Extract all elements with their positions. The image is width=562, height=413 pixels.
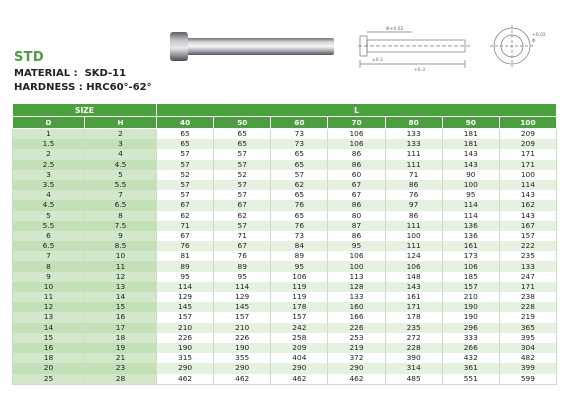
cell-value: 599	[499, 374, 556, 385]
cell-value: 162	[499, 200, 556, 210]
table-row	[13, 221, 557, 231]
cell-h: 14	[85, 292, 157, 302]
cell-value: 65	[271, 160, 328, 170]
drawing-label-1: Φ+0.02	[386, 27, 404, 32]
cell-value: 314	[385, 363, 442, 373]
cell-value: 372	[328, 353, 385, 363]
cell-value: 258	[271, 333, 328, 343]
table-row	[13, 302, 557, 312]
cell-h: 17	[85, 323, 157, 333]
cell-value: 190	[214, 343, 271, 353]
cell-value: 355	[214, 353, 271, 363]
cell-h: 10	[85, 251, 157, 261]
cell-value: 148	[385, 272, 442, 282]
cell-d: 8	[13, 261, 85, 271]
cell-value: 157	[214, 312, 271, 322]
cell-h: 15	[85, 302, 157, 312]
cell-value: 100	[328, 261, 385, 271]
cell-value: 247	[499, 272, 556, 282]
cell-value: 86	[328, 160, 385, 170]
cell-value: 365	[499, 323, 556, 333]
cell-d: 18	[13, 353, 85, 363]
cell-value: 290	[157, 363, 214, 373]
cell-value: 67	[328, 190, 385, 200]
cell-value: 111	[385, 221, 442, 231]
cell-value: 157	[157, 312, 214, 322]
cell-value: 143	[499, 190, 556, 200]
cell-h: 8	[85, 211, 157, 221]
cell-h: 23	[85, 363, 157, 373]
cell-value: 399	[499, 363, 556, 373]
cell-value: 485	[385, 374, 442, 385]
table-row	[13, 292, 557, 302]
cell-value: 226	[328, 323, 385, 333]
cell-d: 3.5	[13, 180, 85, 190]
cell-h: 7	[85, 190, 157, 200]
cell-value: 462	[157, 374, 214, 385]
table-row	[13, 139, 557, 149]
cell-h: 12	[85, 272, 157, 282]
cell-value: 143	[442, 160, 499, 170]
cell-d: 20	[13, 363, 85, 373]
cell-value: 143	[442, 149, 499, 159]
cell-h: 13	[85, 282, 157, 292]
cell-d: 3	[13, 170, 85, 180]
cell-value: 67	[157, 231, 214, 241]
cell-value: 124	[385, 251, 442, 261]
table-row	[13, 180, 557, 190]
cell-value: 128	[328, 282, 385, 292]
cell-value: 89	[157, 261, 214, 271]
cell-value: 432	[442, 353, 499, 363]
cell-value: 129	[214, 292, 271, 302]
column-header: 90	[442, 117, 499, 129]
table-row	[13, 363, 557, 373]
cell-value: 67	[214, 241, 271, 251]
cell-d: 6	[13, 231, 85, 241]
cell-value: 86	[328, 200, 385, 210]
cell-value: 86	[385, 180, 442, 190]
cell-value: 129	[157, 292, 214, 302]
table-row	[13, 211, 557, 221]
column-header: 80	[385, 117, 442, 129]
cell-value: 106	[271, 272, 328, 282]
cell-value: 228	[385, 343, 442, 353]
cell-value: 71	[214, 231, 271, 241]
cell-value: 73	[271, 139, 328, 149]
cell-value: 57	[214, 190, 271, 200]
column-header: H	[85, 117, 157, 129]
cell-value: 226	[157, 333, 214, 343]
cell-h: 28	[85, 374, 157, 385]
cell-value: 57	[157, 190, 214, 200]
hardness-spec: HARDNESS : HRC60°-62°	[14, 82, 152, 93]
table-row	[13, 231, 557, 241]
table-row	[13, 312, 557, 322]
cell-value: 57	[214, 221, 271, 231]
table-row	[13, 149, 557, 159]
cell-value: 226	[214, 333, 271, 343]
cell-h: 7.5	[85, 221, 157, 231]
cell-value: 390	[385, 353, 442, 363]
cell-d: 11	[13, 292, 85, 302]
material-value: SKD-11	[84, 68, 127, 79]
cell-value: 73	[271, 129, 328, 140]
cell-value: 119	[271, 292, 328, 302]
material-label: MATERIAL	[14, 68, 71, 79]
cell-value: 157	[442, 282, 499, 292]
cell-value: 145	[214, 302, 271, 312]
cell-h: 4	[85, 149, 157, 159]
drawing-label-3: +0.3	[414, 68, 425, 73]
table-row	[13, 353, 557, 363]
cell-value: 113	[328, 272, 385, 282]
cell-value: 161	[442, 241, 499, 251]
size-group-header: SIZE	[13, 104, 157, 117]
cell-value: 84	[271, 241, 328, 251]
cell-value: 65	[271, 190, 328, 200]
drawing-label-4: +0.02	[532, 33, 546, 38]
cell-value: 73	[271, 231, 328, 241]
cell-value: 111	[385, 241, 442, 251]
cell-value: 65	[214, 139, 271, 149]
table-row	[13, 190, 557, 200]
cell-h: 16	[85, 312, 157, 322]
cell-h: 4.5	[85, 160, 157, 170]
table-row	[13, 200, 557, 210]
cell-value: 100	[499, 170, 556, 180]
cell-value: 114	[157, 282, 214, 292]
pin-photo	[164, 28, 338, 66]
cell-value: 76	[157, 241, 214, 251]
cell-value: 395	[499, 333, 556, 343]
drawing-label-2: ±0.2	[372, 58, 383, 63]
cell-value: 238	[499, 292, 556, 302]
cell-value: 62	[271, 180, 328, 190]
table-row	[13, 160, 557, 170]
cell-value: 404	[271, 353, 328, 363]
hardness-value: HRC60°-62°	[86, 82, 152, 93]
cell-h: 2	[85, 129, 157, 140]
column-header: 60	[271, 117, 328, 129]
cell-value: 119	[271, 282, 328, 292]
cell-value: 60	[328, 170, 385, 180]
cell-value: 57	[271, 170, 328, 180]
cell-value: 222	[499, 241, 556, 251]
cell-value: 111	[385, 149, 442, 159]
material-spec: MATERIAL : SKD-11	[14, 68, 127, 79]
dimension-price-table	[12, 103, 557, 385]
table-body	[13, 129, 557, 385]
cell-h: 9	[85, 231, 157, 241]
cell-value: 167	[499, 221, 556, 231]
cell-value: 171	[499, 149, 556, 159]
cell-value: 482	[499, 353, 556, 363]
cell-value: 65	[271, 149, 328, 159]
cell-value: 133	[385, 129, 442, 140]
cell-d: 2	[13, 149, 85, 159]
cell-value: 136	[442, 231, 499, 241]
cell-value: 235	[385, 323, 442, 333]
cell-value: 190	[442, 302, 499, 312]
cell-h: 5.5	[85, 180, 157, 190]
cell-value: 87	[328, 221, 385, 231]
cell-d: 5	[13, 211, 85, 221]
table-row	[13, 129, 557, 140]
cell-h: 18	[85, 333, 157, 343]
table-row	[13, 170, 557, 180]
cell-value: 272	[385, 333, 442, 343]
cell-d: 6.5	[13, 241, 85, 251]
cell-d: 1	[13, 129, 85, 140]
cell-value: 209	[271, 343, 328, 353]
cell-d: 25	[13, 374, 85, 385]
cell-value: 178	[271, 302, 328, 312]
cell-value: 235	[499, 251, 556, 261]
cell-value: 89	[271, 251, 328, 261]
table-row	[13, 272, 557, 282]
cell-value: 106	[328, 251, 385, 261]
cell-value: 111	[385, 160, 442, 170]
cell-value: 157	[271, 312, 328, 322]
cell-value: 114	[214, 282, 271, 292]
cell-value: 62	[157, 211, 214, 221]
cell-value: 65	[157, 129, 214, 140]
cell-value: 57	[157, 180, 214, 190]
cell-value: 57	[157, 160, 214, 170]
column-header: 50	[214, 117, 271, 129]
cell-value: 86	[328, 231, 385, 241]
cell-value: 219	[328, 343, 385, 353]
cell-value: 106	[442, 261, 499, 271]
cell-value: 71	[385, 170, 442, 180]
cell-value: 228	[499, 302, 556, 312]
cell-d: 7	[13, 251, 85, 261]
cell-value: 315	[157, 353, 214, 363]
hardness-label: HARDNESS	[14, 82, 76, 93]
cell-value: 190	[157, 343, 214, 353]
cell-value: 57	[157, 149, 214, 159]
cell-value: 76	[271, 200, 328, 210]
cell-value: 67	[157, 200, 214, 210]
cell-value: 181	[442, 129, 499, 140]
cell-value: 133	[328, 292, 385, 302]
cell-h: 6.5	[85, 200, 157, 210]
cell-d: 1.5	[13, 139, 85, 149]
cell-value: 361	[442, 363, 499, 373]
cell-value: 86	[328, 149, 385, 159]
cell-h: 3	[85, 139, 157, 149]
cell-value: 57	[214, 160, 271, 170]
cell-d: 15	[13, 333, 85, 343]
cell-value: 57	[214, 180, 271, 190]
cell-d: 16	[13, 343, 85, 353]
cell-value: 52	[214, 170, 271, 180]
cell-value: 114	[442, 211, 499, 221]
cell-value: 97	[385, 200, 442, 210]
cell-value: 181	[442, 139, 499, 149]
cell-value: 178	[385, 312, 442, 322]
cell-value: 143	[385, 282, 442, 292]
cell-value: 209	[499, 139, 556, 149]
table-row	[13, 323, 557, 333]
technical-drawing	[352, 22, 550, 74]
product-title: STD	[14, 50, 44, 65]
cell-h: 19	[85, 343, 157, 353]
cell-d: 5.5	[13, 221, 85, 231]
cell-value: 304	[499, 343, 556, 353]
cell-value: 57	[214, 149, 271, 159]
cell-value: 133	[385, 139, 442, 149]
cell-value: 266	[442, 343, 499, 353]
cell-value: 185	[442, 272, 499, 282]
cell-value: 136	[442, 221, 499, 231]
cell-d: 12	[13, 302, 85, 312]
cell-value: 161	[385, 292, 442, 302]
table-row	[13, 241, 557, 251]
cell-value: 143	[499, 211, 556, 221]
cell-value: 114	[499, 180, 556, 190]
table-row	[13, 282, 557, 292]
cell-h: 21	[85, 353, 157, 363]
cell-value: 210	[157, 323, 214, 333]
column-header: 40	[157, 117, 214, 129]
cell-value: 160	[328, 302, 385, 312]
cell-value: 95	[214, 272, 271, 282]
cell-value: 114	[442, 200, 499, 210]
cell-d: 2.5	[13, 160, 85, 170]
cell-value: 145	[157, 302, 214, 312]
cell-d: 14	[13, 323, 85, 333]
cell-value: 76	[214, 251, 271, 261]
cell-value: 90	[442, 170, 499, 180]
column-header: 70	[328, 117, 385, 129]
cell-value: 166	[328, 312, 385, 322]
cell-value: 210	[214, 323, 271, 333]
cell-value: 80	[328, 211, 385, 221]
cell-value: 210	[442, 292, 499, 302]
cell-value: 106	[328, 129, 385, 140]
cell-value: 65	[214, 129, 271, 140]
cell-value: 253	[328, 333, 385, 343]
cell-value: 290	[271, 363, 328, 373]
column-header: 100	[499, 117, 556, 129]
table-row	[13, 333, 557, 343]
cell-value: 100	[385, 231, 442, 241]
column-header-row	[13, 117, 557, 129]
cell-value: 106	[328, 139, 385, 149]
cell-value: 551	[442, 374, 499, 385]
cell-value: 133	[499, 261, 556, 271]
column-header: D	[13, 117, 85, 129]
cell-value: 462	[271, 374, 328, 385]
cell-value: 95	[442, 190, 499, 200]
cell-value: 209	[499, 129, 556, 140]
cell-value: 462	[214, 374, 271, 385]
cell-value: 76	[271, 221, 328, 231]
cell-value: 100	[442, 180, 499, 190]
cell-value: 157	[499, 231, 556, 241]
cell-value: 95	[271, 261, 328, 271]
length-group-header: L	[157, 104, 557, 117]
cell-value: 76	[385, 190, 442, 200]
cell-value: 95	[328, 241, 385, 251]
cell-value: 67	[214, 200, 271, 210]
cell-value: 67	[328, 180, 385, 190]
cell-d: 4.5	[13, 200, 85, 210]
cell-value: 296	[442, 323, 499, 333]
drawing-label-5: Φ	[532, 39, 536, 44]
cell-value: 52	[157, 170, 214, 180]
cell-value: 462	[328, 374, 385, 385]
cell-d: 4	[13, 190, 85, 200]
cell-value: 89	[214, 261, 271, 271]
cell-value: 290	[328, 363, 385, 373]
table-row	[13, 251, 557, 261]
cell-value: 65	[271, 211, 328, 221]
cell-d: 13	[13, 312, 85, 322]
cell-value: 190	[442, 312, 499, 322]
cell-value: 171	[385, 302, 442, 312]
cell-value: 86	[385, 211, 442, 221]
cell-value: 95	[157, 272, 214, 282]
table-row	[13, 343, 557, 353]
cell-value: 106	[385, 261, 442, 271]
cell-h: 8.5	[85, 241, 157, 251]
cell-value: 62	[214, 211, 271, 221]
cell-value: 290	[214, 363, 271, 373]
cell-h: 11	[85, 261, 157, 271]
cell-d: 10	[13, 282, 85, 292]
cell-value: 333	[442, 333, 499, 343]
table-row	[13, 261, 557, 271]
table-row	[13, 374, 557, 385]
cell-d: 9	[13, 272, 85, 282]
cell-value: 171	[499, 282, 556, 292]
cell-value: 173	[442, 251, 499, 261]
cell-value: 219	[499, 312, 556, 322]
cell-h: 5	[85, 170, 157, 180]
cell-value: 242	[271, 323, 328, 333]
cell-value: 65	[157, 139, 214, 149]
cell-value: 71	[157, 221, 214, 231]
cell-value: 171	[499, 160, 556, 170]
cell-value: 81	[157, 251, 214, 261]
